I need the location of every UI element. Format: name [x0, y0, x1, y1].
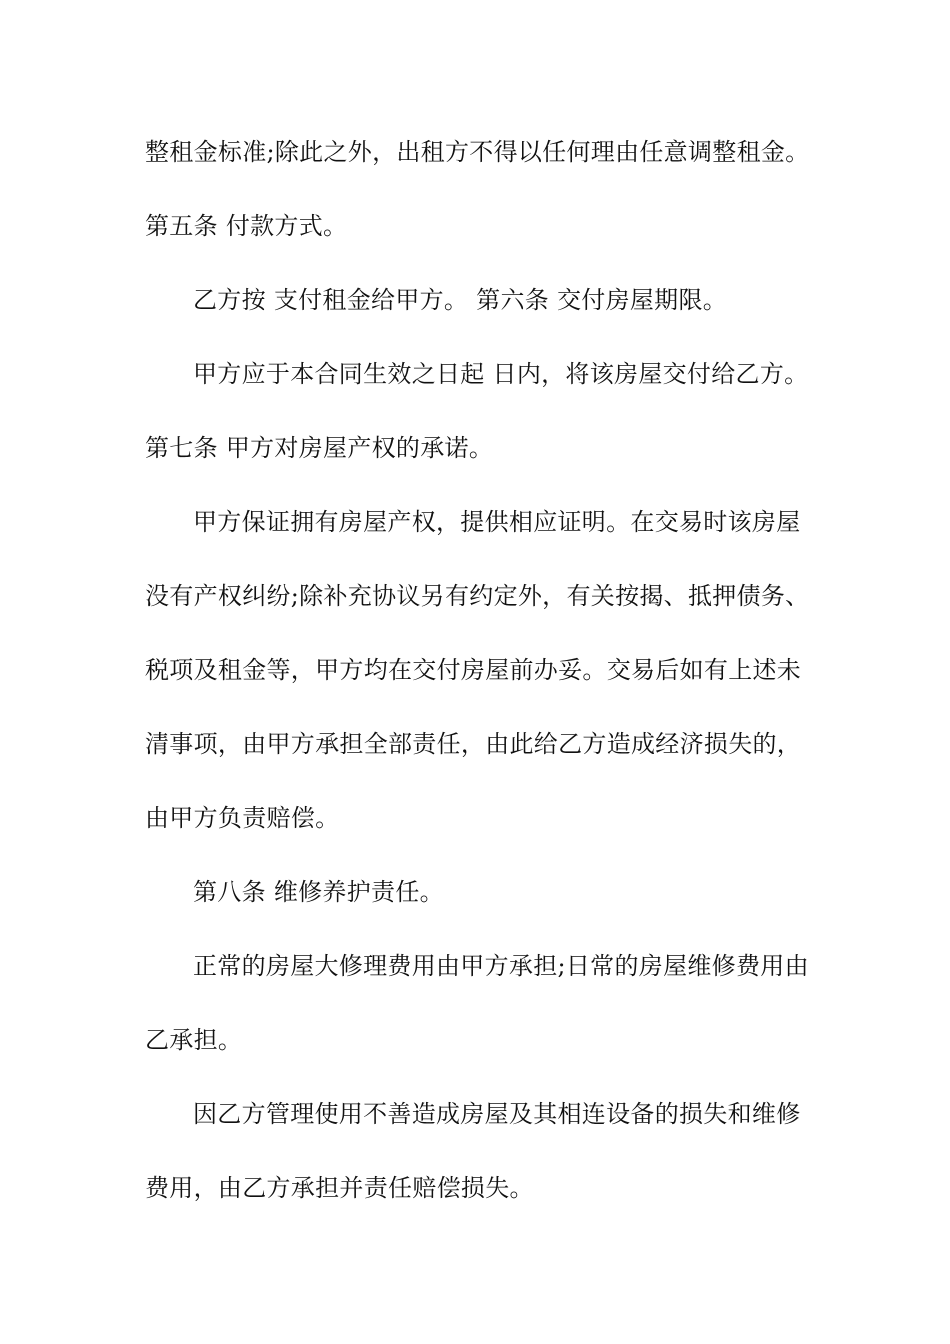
text-line: 甲方应于本合同生效之日起 日内，将该房屋交付给乙方。 [193, 360, 809, 388]
article-heading: 第五条 付款方式。 [145, 212, 348, 240]
text-line: 清事项，由甲方承担全部责任，由此给乙方造成经济损失的， [145, 730, 802, 758]
article-heading: 第七条 甲方对房屋产权的承诺。 [145, 434, 494, 462]
text-line: 正常的房屋大修理费用由甲方承担;日常的房屋维修费用由 [193, 952, 809, 980]
text-line: 没有产权纠纷;除补充协议另有约定外，有关按揭、抵押债务、 [145, 582, 810, 610]
text-line: 费用，由乙方承担并责任赔偿损失。 [145, 1174, 534, 1202]
text-line: 因乙方管理使用不善造成房屋及其相连设备的损失和维修 [193, 1100, 801, 1128]
text-line: 乙方按 支付租金给甲方。 第六条 交付房屋期限。 [193, 286, 728, 314]
text-line: 甲方保证拥有房屋产权，提供相应证明。在交易时该房屋 [193, 508, 801, 536]
text-line: 由甲方负责赔偿。 [145, 804, 340, 832]
article-heading: 第八条 维修养护责任。 [193, 878, 444, 906]
text-line: 税项及租金等，甲方均在交付房屋前办妥。交易后如有上述未 [145, 656, 802, 684]
text-line: 整租金标准;除此之外，出租方不得以任何理由任意调整租金。 [145, 138, 810, 166]
text-line: 乙承担。 [145, 1026, 243, 1054]
